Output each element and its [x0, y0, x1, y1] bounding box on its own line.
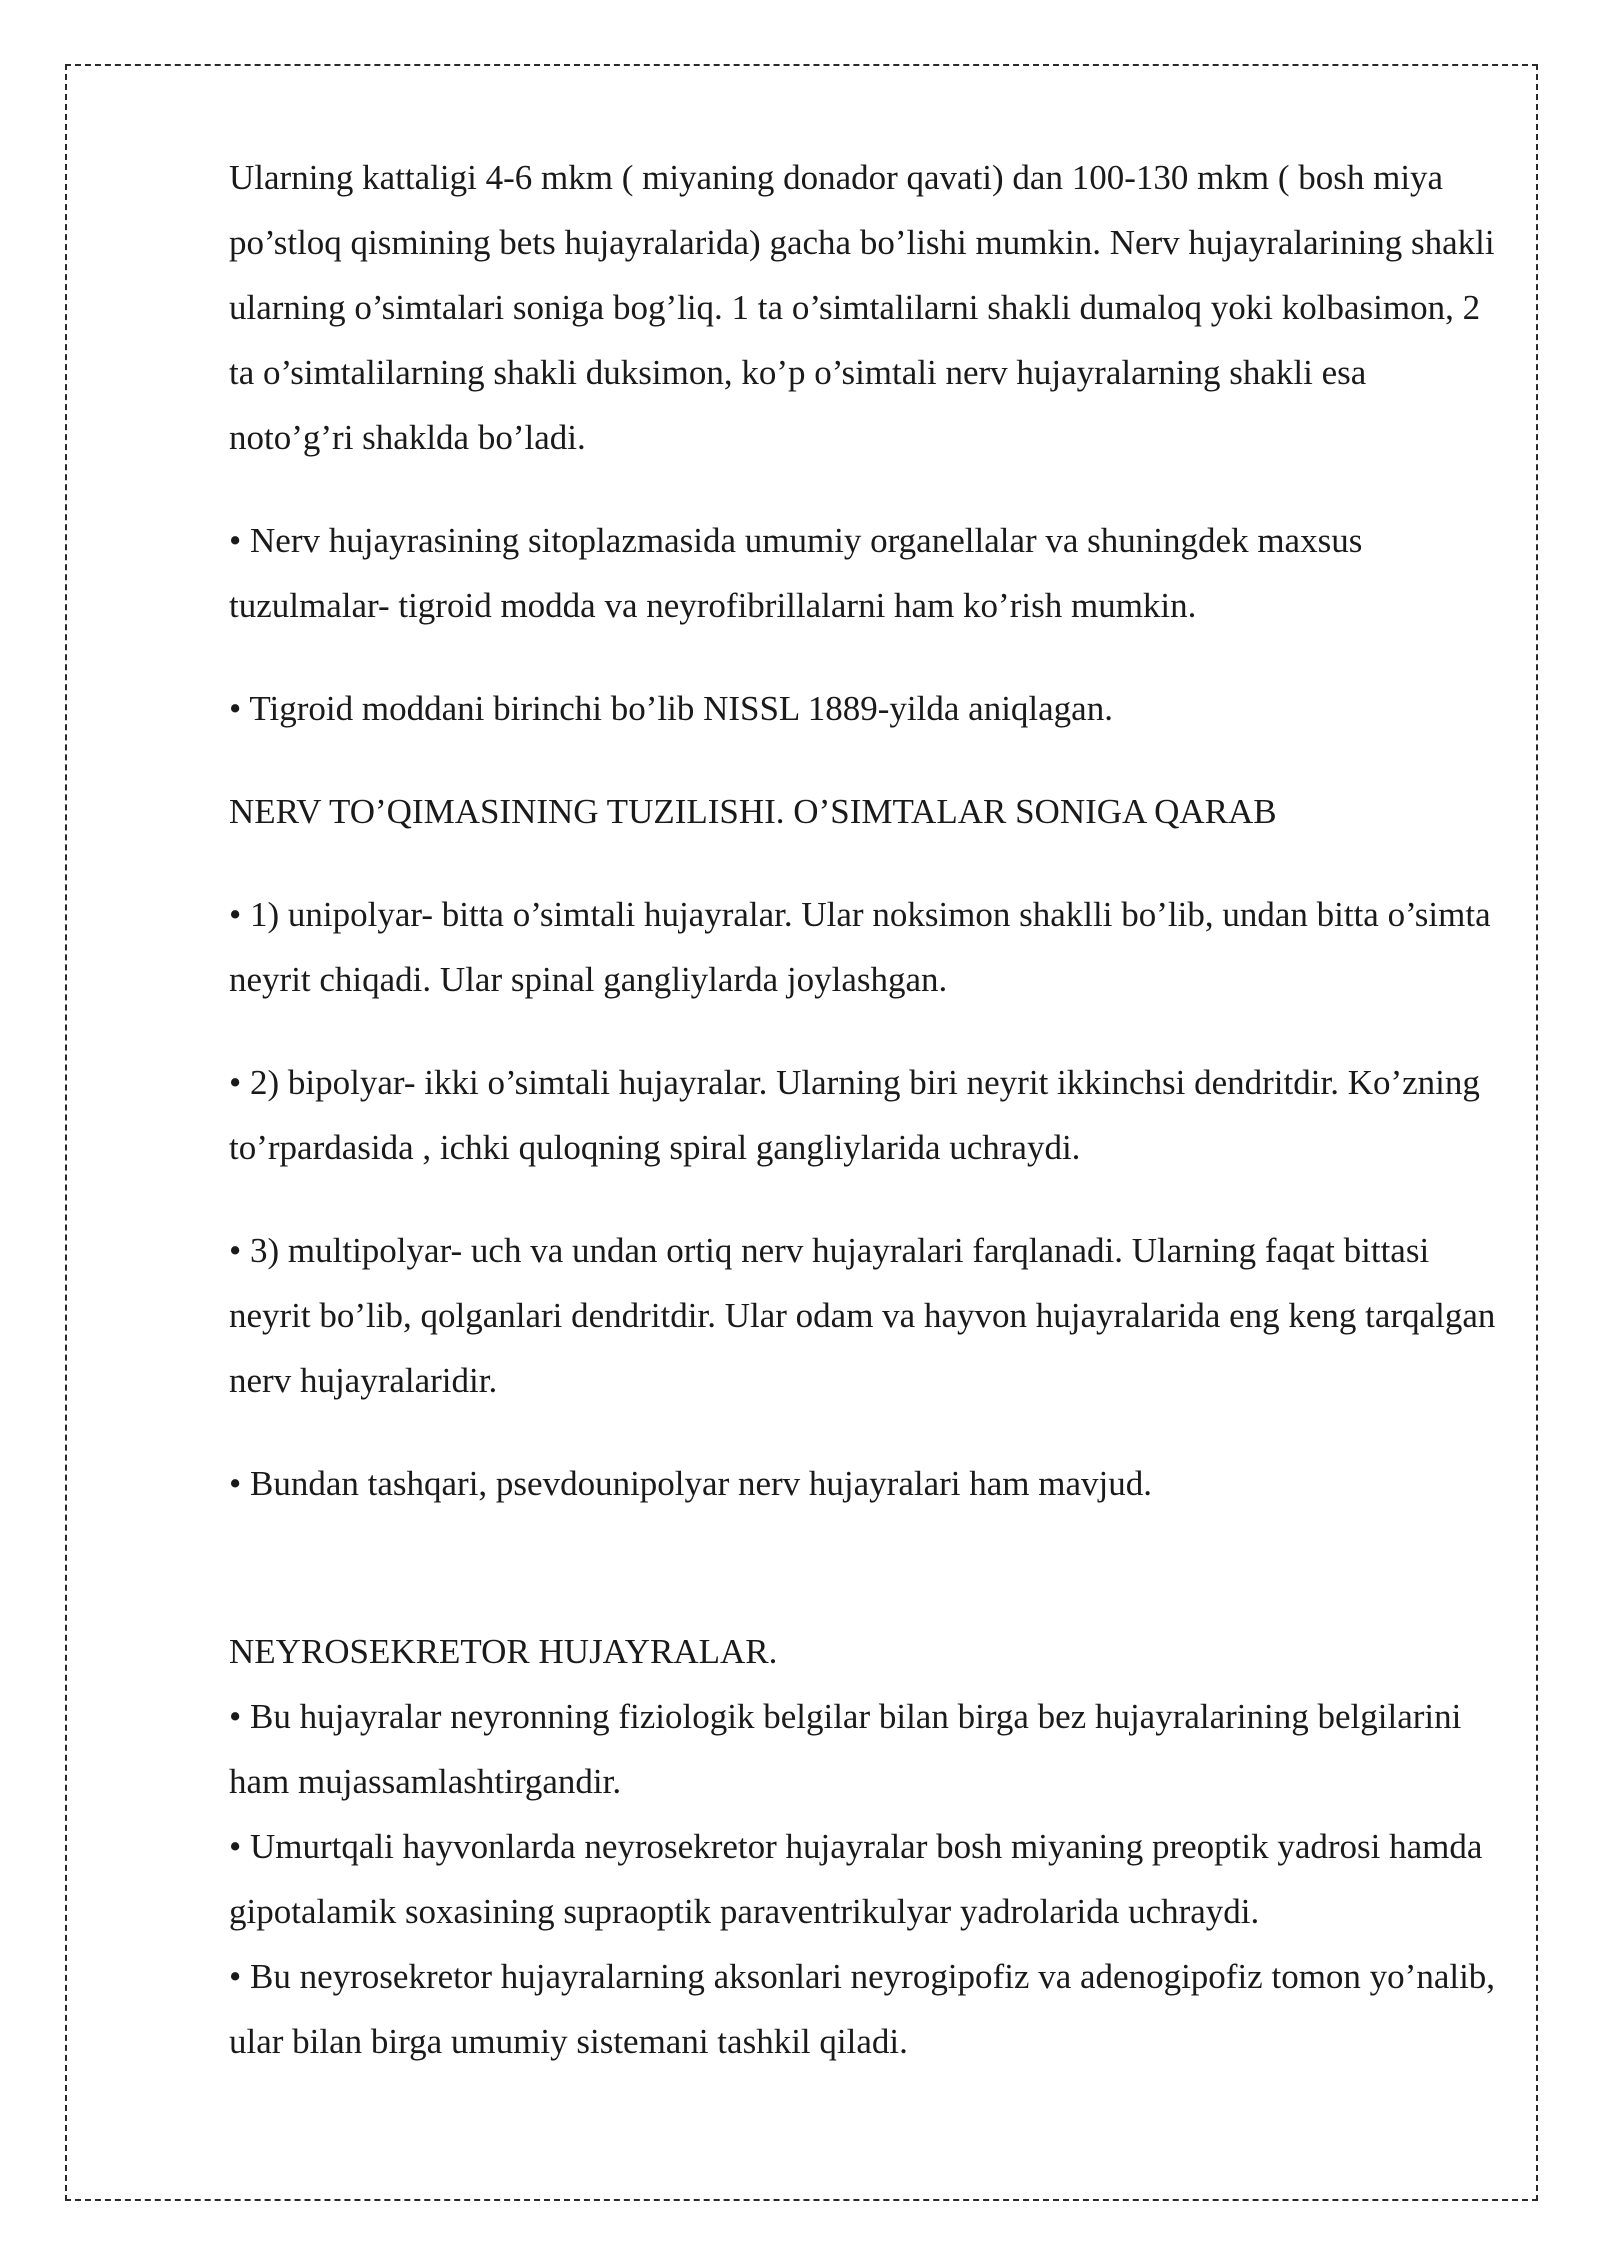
paragraph-nerve-cell-size: Ularning kattaligi 4-6 mkm ( miyaning donador qavati) dan 100-130 mkm ( bosh miya po’stloq qismining bets hujayralarida) gacha bo’lishi mumkin. Nerv hujayralarining shakli ularning o’simtalari soniga bog’liq. 1 ta o’simtalilarni shakli dumaloq yoki kolbasimon, 2 ta o’simtalilarning shakli duksimon, ko’p o’simtali nerv hujayralarning shakli esa noto’g’ri shakldа bo’ladi. [229, 158, 1495, 457]
paragraph-neurosecretory-location: • Umurtqali hayvonlarda neyrosekretor hujayralar bosh miyaning preoptik yadrosi hamda gipotalamik soxasining supraoptik paraventrikulyar yadrolarida uchraydi. [229, 1827, 1483, 1931]
paragraph-multipolar: • 3) multipolyar- uch va undan ortiq nerv hujayralari farqlanadi. Ularning faqat bittasi neyrit bo’lib, qolganlari dendritdir. Ular odam va hayvon hujayralarida eng keng tarqalgan nerv hujayralaridir. [229, 1231, 1496, 1400]
paragraph-neurosecretory-axons: • Bu neyrosekretor hujayralarning aksonlari neyrogipofiz va adenogipofiz tomon yo’nalib, ular bilan birga umumiy sistemani tashkil qiladi. [229, 1957, 1496, 2061]
paragraph-pseudounipolar: • Bundan tashqari, psevdounipolyar nerv hujayralari ham mavjud. [229, 1464, 1152, 1503]
paragraph-bipolar: • 2) bipolyar- ikki o’simtali hujayralar. Ularning biri neyrit ikkinchsi dendritdir. Ko’zning to’rpardasida , ichki quloqning spiral gangliylarida uchraydi. [229, 1063, 1480, 1167]
paragraph-neurosecretory-features: • Bu hujayralar neyronning fiziologik belgilar bilan birga bez hujayralarining belgilarini ham mujassamlashtirgandir. [229, 1697, 1462, 1801]
heading-neurosecretory-cells: NEYROSEKRETOR HUJAYRALAR. [229, 1632, 778, 1671]
heading-nerve-tissue-structure: NERV TO’QIMASINING TUZILISHI. O’SIMTALAR SONIGA QARAB [229, 792, 1277, 831]
paragraph-unipolar: • 1) unipolyar- bitta o’simtali hujayralar. Ular noksimon shaklli bo’lib, undan bitta o’simta neyrit chiqadi. Ular spinal gangliylarda joylashgan. [229, 895, 1491, 999]
document-body [229, 145, 1499, 2074]
paragraph-tigroid: • Tigroid moddani birinchi bo’lib NISSL 1889-yilda aniqlagan. [229, 689, 1113, 728]
paragraph-cytoplasm: • Nerv hujayrasining sitoplazmasida umumiy organellalar va shuningdek maxsus tuzulmalar- tigroid modda va neyrofibrillalarni ham ko’rish mumkin. [229, 521, 1363, 625]
